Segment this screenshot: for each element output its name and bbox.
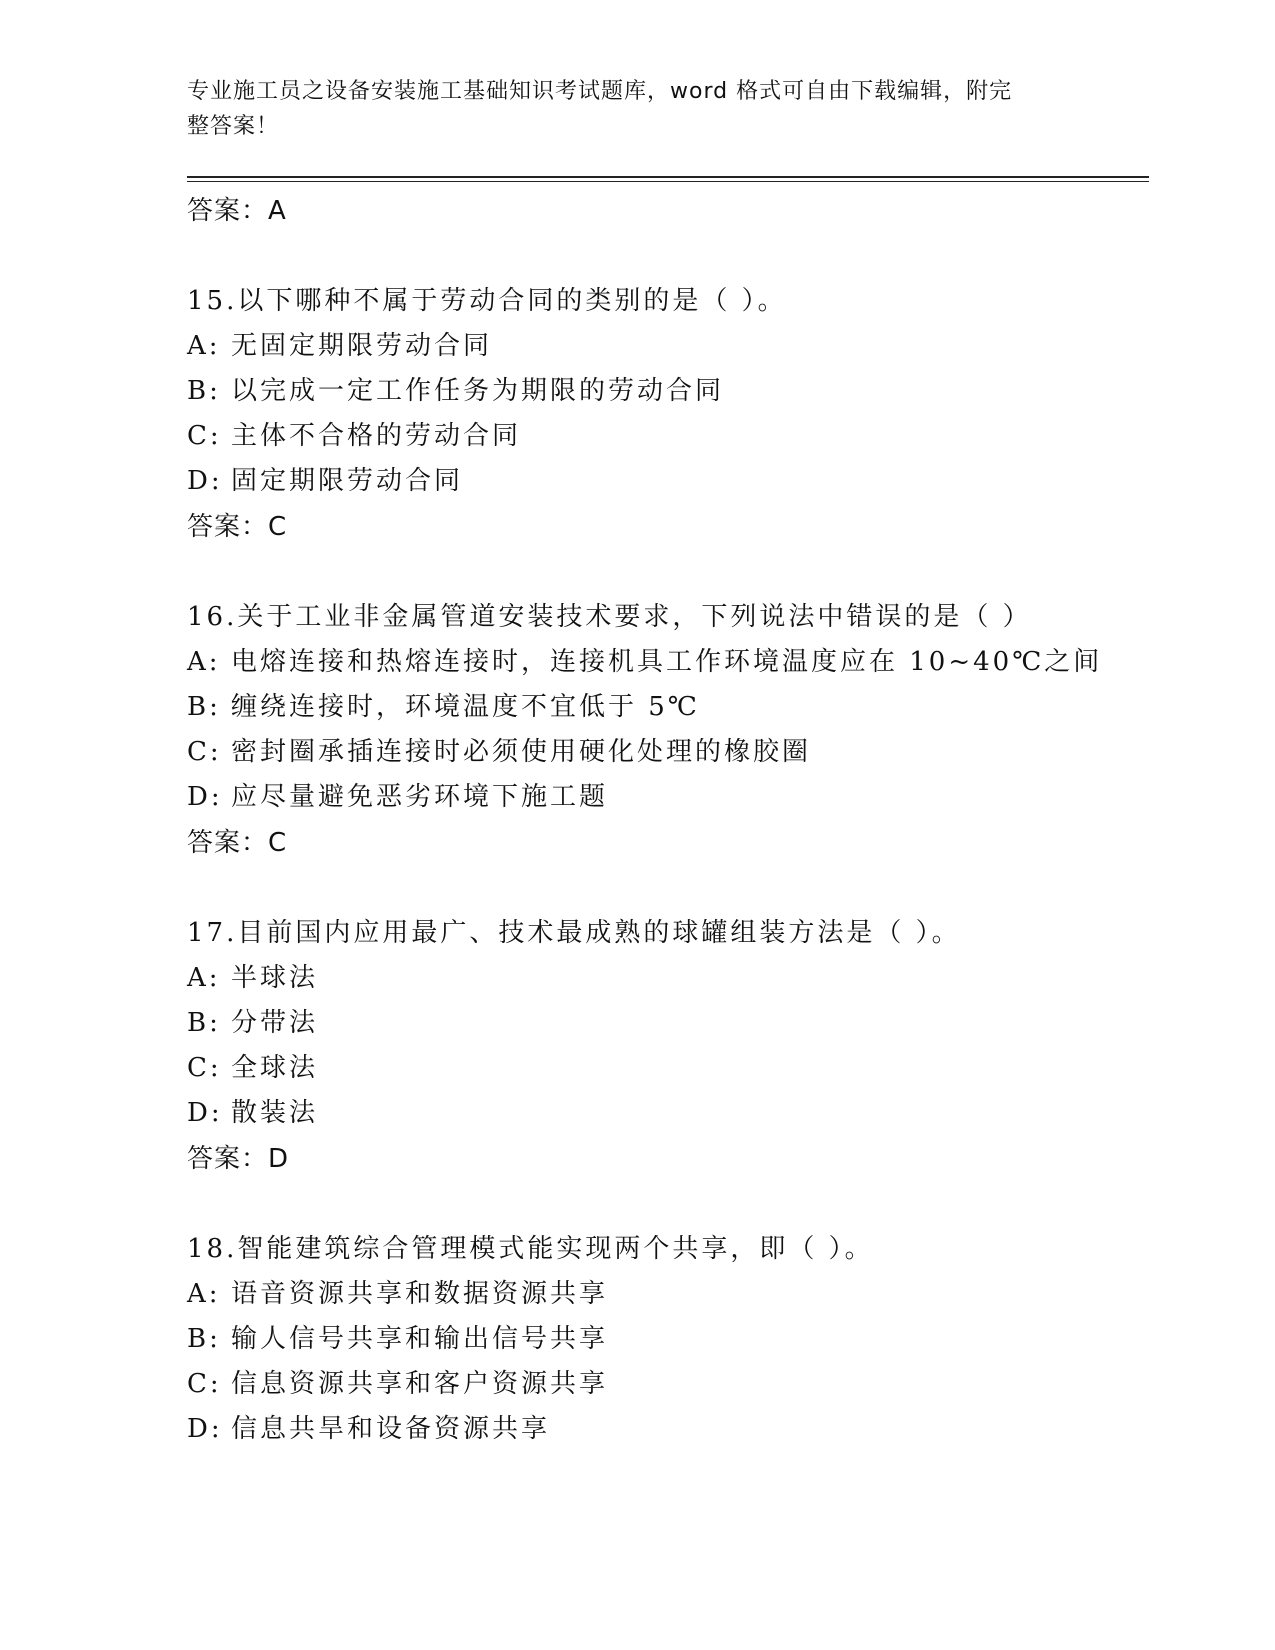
option-label: B:: [187, 692, 221, 722]
spacer: [187, 234, 1147, 279]
option-text: 主体不合格的劳动合同: [231, 421, 522, 451]
option-label: C:: [187, 737, 222, 767]
option-a: [187, 640, 1147, 685]
option-text: 语音资源共享和数据资源共享: [231, 1279, 609, 1309]
header-rule-thin: [187, 181, 1149, 182]
document-header: [187, 74, 1087, 144]
question-stem: 17.目前国内应用最广、技术最成熟的球罐组装方法是（ ）。: [187, 918, 961, 948]
option-label: B:: [187, 1008, 221, 1038]
option-text: 电熔连接和热熔连接时，连接机具工作环境温度应在 10~40℃之间: [231, 647, 1103, 677]
answer-line: 答案：C: [187, 512, 288, 542]
option-c: [187, 1046, 1147, 1091]
spacer: [187, 866, 1147, 911]
option-text: 应尽量避免恶劣环境下施工题: [231, 782, 609, 812]
option-c: [187, 1362, 1147, 1407]
option-text: 固定期限劳动合同: [231, 466, 464, 496]
option-label: A:: [187, 1279, 221, 1309]
option-label: D:: [187, 466, 223, 496]
option-c: [187, 730, 1147, 775]
option-label: B:: [187, 1324, 221, 1354]
answer-line: 答案：A: [187, 196, 287, 226]
header-rule-thick: [187, 176, 1149, 178]
option-a: [187, 956, 1147, 1001]
spacer: [187, 1182, 1147, 1227]
question-stem: 15.以下哪种不属于劳动合同的类别的是（ ）。: [187, 286, 787, 316]
option-d: [187, 1091, 1147, 1136]
option-text: 分带法: [231, 1008, 319, 1038]
option-label: C:: [187, 421, 222, 451]
option-a: [187, 1272, 1147, 1317]
option-d: [187, 1407, 1147, 1452]
option-text: 信息共旱和设备资源共享: [231, 1414, 551, 1444]
question-15: [187, 279, 1147, 550]
option-text: 输人信号共享和输出信号共享: [231, 1324, 609, 1354]
header-line-1: 专业施工员之设备安装施工基础知识考试题库，word 格式可自由下载编辑，附完: [187, 79, 1013, 104]
option-b: [187, 369, 1147, 414]
spacer: [187, 550, 1147, 595]
option-text: 缠绕连接时，环境温度不宜低于 5℃: [231, 692, 700, 722]
option-text: 密封圈承插连接时必须使用硬化处理的橡胶圈: [231, 737, 812, 767]
option-b: [187, 1317, 1147, 1362]
option-d: [187, 775, 1147, 820]
question-18: [187, 1227, 1147, 1452]
option-label: D:: [187, 1414, 223, 1444]
option-text: 无固定期限劳动合同: [231, 331, 493, 361]
option-label: A:: [187, 331, 221, 361]
option-label: B:: [187, 376, 221, 406]
option-label: A:: [187, 963, 221, 993]
question-16: [187, 595, 1147, 866]
answer-line: 答案：D: [187, 1144, 290, 1174]
option-label: D:: [187, 782, 223, 812]
option-text: 全球法: [231, 1053, 319, 1083]
option-text: 半球法: [231, 963, 319, 993]
option-c: [187, 414, 1147, 459]
option-a: [187, 324, 1147, 369]
answer-line: 答案：C: [187, 828, 288, 858]
question-stem: 18.智能建筑综合管理模式能实现两个共享，即（ ）。: [187, 1234, 874, 1264]
option-text: 散装法: [231, 1098, 319, 1128]
option-text: 以完成一定工作任务为期限的劳动合同: [231, 376, 725, 406]
option-b: [187, 1001, 1147, 1046]
header-line-2: 整答案！: [187, 114, 280, 139]
option-text: 信息资源共享和客户资源共享: [231, 1369, 609, 1399]
option-b: [187, 685, 1147, 730]
question-17: [187, 911, 1147, 1182]
option-label: C:: [187, 1369, 222, 1399]
option-label: D:: [187, 1098, 223, 1128]
option-label: A:: [187, 647, 221, 677]
option-label: C:: [187, 1053, 222, 1083]
option-d: [187, 459, 1147, 504]
question-stem: 16.关于工业非金属管道安装技术要求，下列说法中错误的是（ ）: [187, 602, 1032, 632]
question-list: [187, 188, 1147, 1452]
